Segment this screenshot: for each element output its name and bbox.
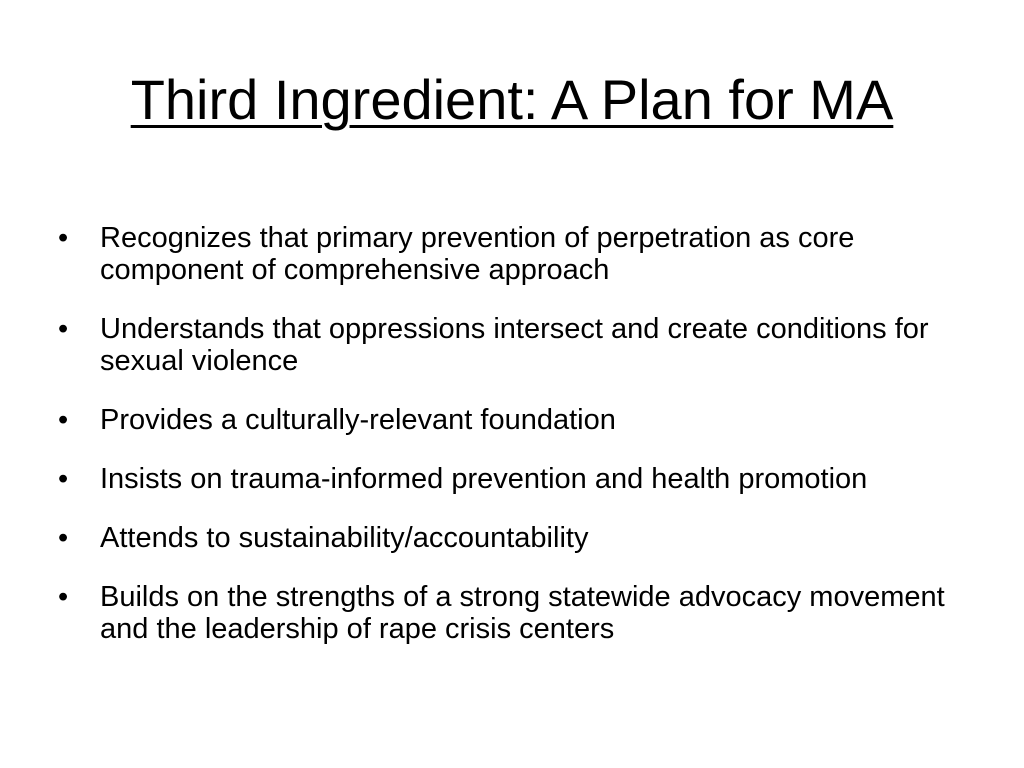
bullet-text: Provides a culturally-relevant foundation bbox=[100, 404, 616, 436]
bullet-text: Understands that oppressions intersect and create conditions for sexual violence bbox=[100, 313, 929, 377]
slide-title: Third Ingredient: A Plan for MA bbox=[130, 68, 894, 131]
bullet-text: Builds on the strengths of a strong statewide advocacy movement and the leadership of rape crisis centers bbox=[100, 581, 945, 645]
bullet-marker: • bbox=[58, 222, 69, 254]
bullet-list bbox=[58, 222, 958, 672]
bullet-text: Recognizes that primary prevention of perpetration as core component of comprehensive approach bbox=[100, 222, 855, 286]
bullet-marker: • bbox=[58, 522, 69, 554]
bullet-marker: • bbox=[58, 404, 69, 436]
bullet-item bbox=[58, 581, 958, 645]
bullet-marker: • bbox=[58, 463, 69, 495]
bullet-item bbox=[58, 404, 958, 436]
bullet-text: Insists on trauma-informed prevention and health promotion bbox=[100, 463, 868, 495]
bullet-item bbox=[58, 463, 958, 495]
bullet-item bbox=[58, 222, 958, 286]
bullet-item bbox=[58, 522, 958, 554]
bullet-item bbox=[58, 313, 958, 377]
bullet-marker: • bbox=[58, 581, 69, 613]
bullet-marker: • bbox=[58, 313, 69, 345]
bullet-text: Attends to sustainability/accountability bbox=[100, 522, 589, 554]
